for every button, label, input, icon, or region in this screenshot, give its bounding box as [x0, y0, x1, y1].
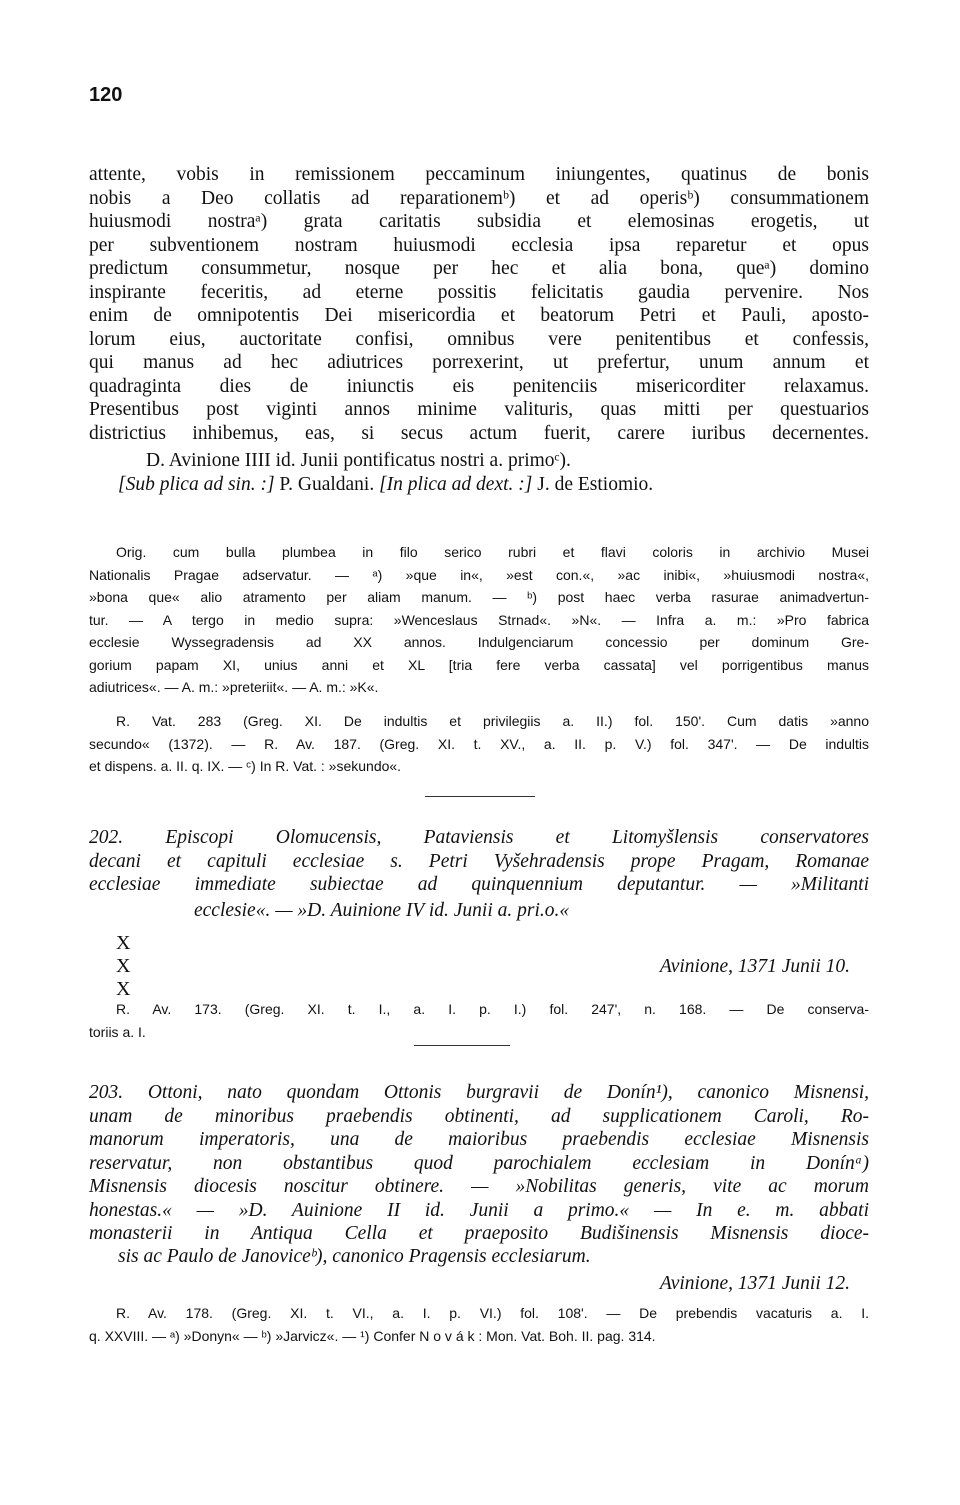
register-line: et dispens. a. II. q. IX. — ᶜ) In R. Vat. : »sekundo«. [89, 758, 402, 774]
entry-203-last-line: sis ac Paulo de Janoviceᵇ), canonico Pragensis ecclesiarum. [118, 1246, 591, 1267]
body-line: lorum eius, auctoritate confisi, omnibus vere penitentibus et confessis, [89, 328, 869, 350]
body-line: attente, vobis in remissionem peccaminum iniungentes, quatinus de bonis [89, 164, 869, 185]
x-mark: X [116, 978, 131, 1000]
entry-line: reservatur, non obstantibus quod parochialem ecclesiam in Donínᵃ) [89, 1152, 869, 1174]
body-line: nobis a Deo collatis ad reparationemᵇ) et ad operisᵇ) consummationem [89, 187, 869, 209]
entry-line: 203. Ottoni, nato quondam Ottonis burgravii de Donín¹), canonico Misnensi, [89, 1082, 869, 1103]
entry-202-register [89, 998, 869, 1043]
entry-line: ecclesiae immediate subiectae ad quinquennium deputantur. — »Militanti [89, 874, 869, 895]
page-number: 120 [89, 84, 123, 106]
body-line: quadraginta dies de iniunctis eis penitenciis misericorditer relaxamus. [89, 375, 869, 397]
note-line: Orig. cum bulla plumbea in filo serico rubri et flavi coloris in archivio Musei [116, 544, 869, 560]
entry-203-heading [89, 1081, 869, 1246]
signature-name-right: J. de Estiomio. [532, 474, 654, 495]
entry-line: Misnensis diocesis noscitur obtinere. — »Nobilitas generis, vite ac morum [89, 1176, 869, 1197]
register-line: secundo« (1372). — R. Av. 187. (Greg. XI. t. XV., a. II. p. V.) fol. 347'. — De indultis [89, 735, 869, 752]
dating-clause: D. Avinione IIII id. Junii pontificatus nostri a. primoᶜ). [146, 450, 571, 471]
entry-201-notes [89, 541, 869, 699]
register-line: q. XXVIII. — ᵃ) »Donyn« — ᵇ) »Jarvicz«. — ¹) Confer N o v á k : Mon. Vat. Boh. II. pag. 314. [89, 1327, 656, 1344]
signature-note-left: [Sub plica ad sin. :] [118, 474, 275, 495]
entry-203-register [89, 1302, 869, 1347]
body-line: per subventionem nostram huiusmodi ecclesia ipsa reparetur et opus [89, 234, 869, 256]
register-line: R. Av. 173. (Greg. XI. t. I., a. I. p. I.) fol. 247', n. 168. — De conserva- [116, 1001, 869, 1017]
separator-rule [414, 1045, 510, 1046]
entry-line: decani et capituli ecclesiae s. Petri Vyšehradensis prope Pragam, Romanae [89, 850, 869, 872]
x-mark: X [116, 932, 131, 954]
entry-line: honestas.« — »D. Auinione II id. Junii a primo.« — In e. m. abbati [89, 1199, 869, 1221]
register-line: toriis a. I. [89, 1023, 146, 1040]
signature-note-right: [In plica ad dext. :] [379, 474, 533, 495]
entry-line: manorum imperatoris, una de maioribus praebendis ecclesiae Misnensis [89, 1129, 869, 1150]
note-line: Nationalis Pragae adservatur. — ᵃ) »que in«, »est con.«, »ac inibi«, »huiusmodi nostra«, [89, 566, 869, 583]
register-line: R. Av. 178. (Greg. XI. t. VI., a. I. p. VI.) fol. 108'. — De prebendis vacaturis a. I. [116, 1305, 869, 1321]
entry-line: unam de minoribus praebendis obtinenti, ad supplicationem Caroli, Ro- [89, 1105, 869, 1127]
note-line: »bona que« alio atramento per aliam manum. — ᵇ) post haec verba rasurae animadvertun- [89, 589, 869, 605]
entry-201-register [89, 710, 869, 778]
separator-rule [425, 796, 535, 797]
entry-line: 202. Episcopi Olomucensis, Pataviensis et Litomyšlensis conservatores [89, 827, 869, 848]
entry-201-body [89, 163, 869, 445]
entry-202-incipit: ecclesie«. — »D. Auinione IV id. Junii a. pri.o.« [194, 900, 570, 921]
body-line: huiusmodi nostraᵃ) grata caritatis subsidia et elemosinas erogetis, ut [89, 211, 869, 232]
entry-202-place-date: Avinione, 1371 Junii 10. [659, 956, 850, 977]
x-mark: X [116, 955, 131, 977]
note-line: tur. — A tergo in medio supra: »Wenceslaus Strnad«. »N«. — Infra a. m.: »Pro fabrica [89, 611, 869, 628]
body-line: enim de omnipotentis Dei misericordia et beatorum Petri et Pauli, aposto- [89, 305, 869, 326]
note-line: adiutrices«. — A. m.: »preteriit«. — A. m.: »K«. [89, 679, 379, 695]
body-line: inspirante feceritis, ad eterne possitis felicitatis gaudia pervenire. Nos [89, 281, 869, 303]
entry-203-place-date: Avinione, 1371 Junii 12. [659, 1273, 850, 1294]
body-line: Presentibus post viginti annos minime valituris, quas mitti per questuarios [89, 399, 869, 420]
note-line: gorium papam XI, unius anni et XL [tria fere verba cassata] vel porrigentibus manus [89, 656, 869, 673]
note-line: ecclesie Wyssegradensis ad XX annos. Indulgenciarum concessio per dominum Gre- [89, 634, 869, 650]
body-line: districtius inhibemus, eas, si secus actum fuerit, carere iuribus decernentes. [89, 422, 869, 444]
body-line: predictum consummetur, nosque per hec et alia bona, queᵃ) domino [89, 258, 869, 279]
signature-name-left: P. Gualdani. [274, 474, 380, 495]
register-line: R. Vat. 283 (Greg. XI. De indultis et privilegiis a. II.) fol. 150'. Cum datis »anno [116, 713, 869, 729]
signature-line [118, 473, 869, 497]
entry-202-heading [89, 826, 869, 897]
entry-line: monasterii in Antiqua Cella et praeposito Budišinensis Misnensis dioce- [89, 1223, 869, 1244]
body-line: qui manus ad hec adiutrices porrexerint, ut prefertur, unum annum et [89, 352, 869, 373]
